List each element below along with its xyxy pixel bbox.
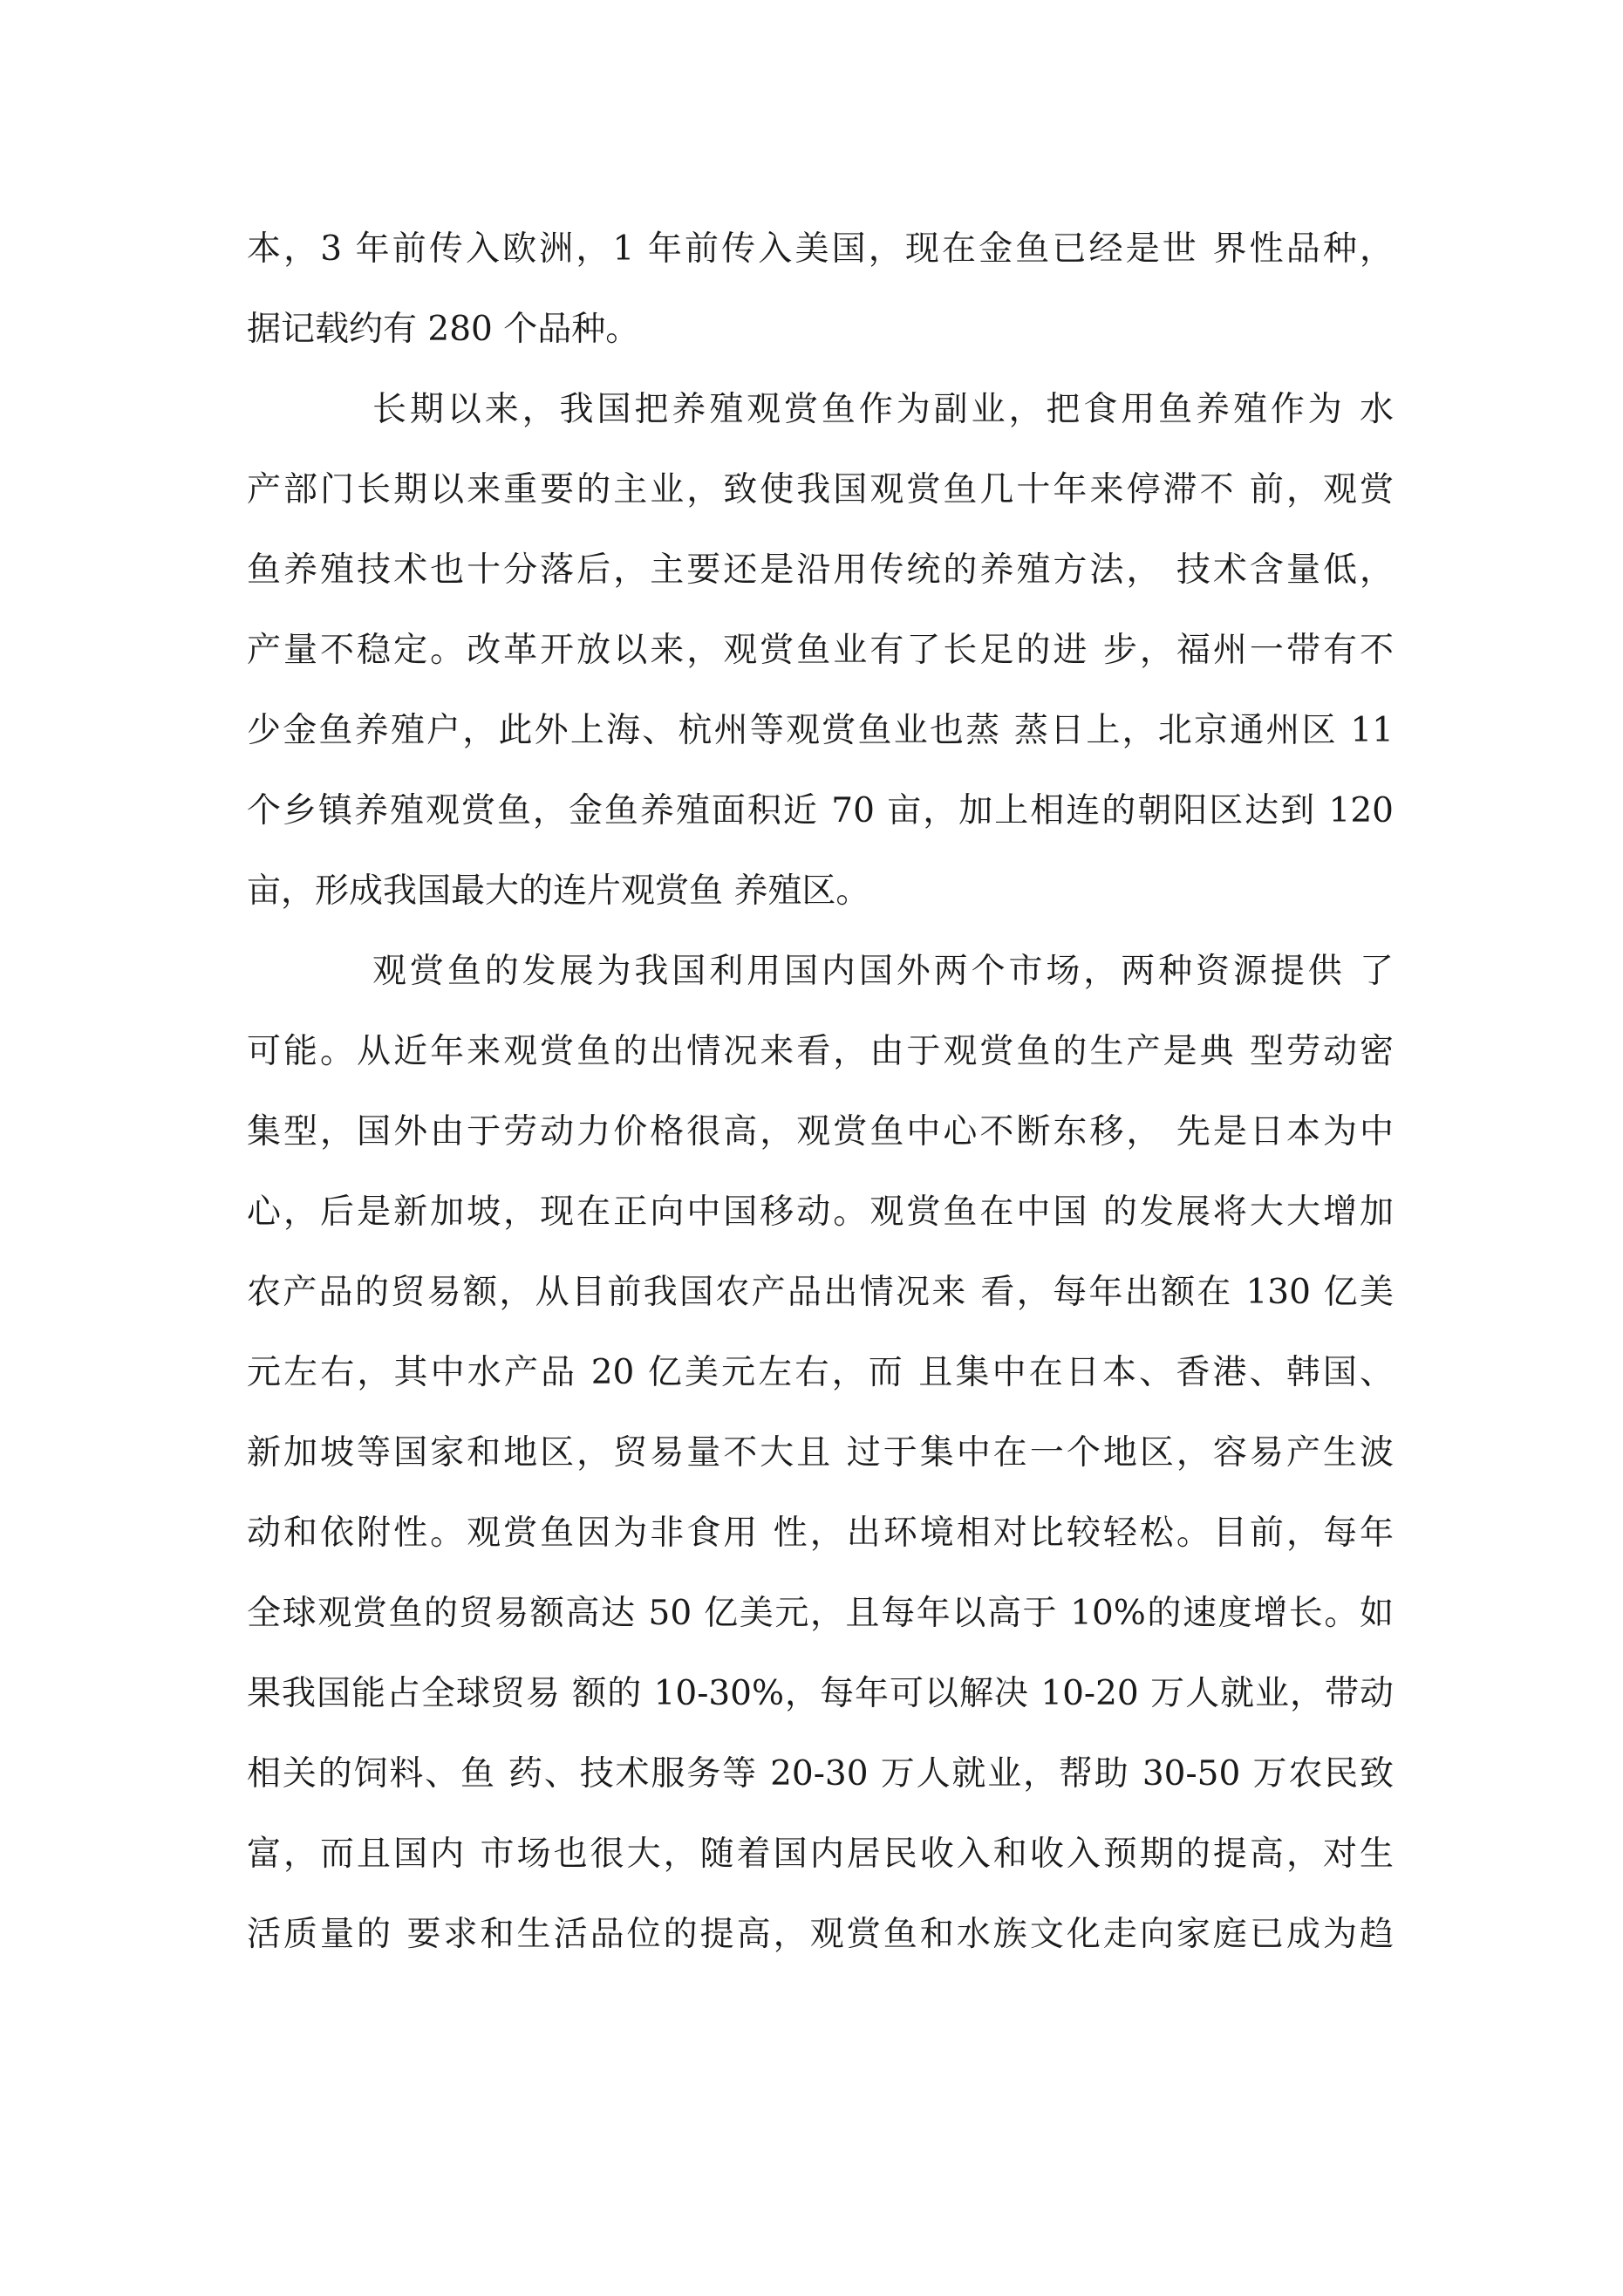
text-line: 产部门长期以来重要的主业，致使我国观赏鱼几十年来停滞不 前，观赏 [247,470,1394,509]
text-line: 果我国能占全球贸易 额的 10-30%，每年可以解决 10-20 万人就业，带动 [247,1674,1394,1713]
text-line: 新加坡等国家和地区，贸易量不大且 过于集中在一个地区，容易产生波 [247,1433,1394,1473]
text-line: 动和依附性。观赏鱼因为非食用 性，出环境相对比较轻松。目前，每年 [247,1514,1394,1553]
text-line: 本，3 年前传入欧洲，1 年前传入美国，现在金鱼已经是世 界性品种， [247,229,1394,269]
paragraph-1 [247,209,1394,370]
text-line: 活质量的 要求和生活品位的提高，观赏鱼和水族文化走向家庭已成为趋 [247,1915,1394,1954]
text-line: 亩，形成我国最大的连片观赏鱼 养殖区。 [247,871,870,911]
paragraph-2 [247,370,1394,932]
document-body [247,209,1394,1975]
text-line: 集型，国外由于劳动力价格很高，观赏鱼中心不断东移， 先是日本为中 [247,1112,1394,1151]
text-line: 全球观赏鱼的贸易额高达 50 亿美元，且每年以高于 10%的速度增长。如 [247,1594,1394,1633]
text-line: 据记载约有 280 个品种。 [247,310,640,349]
text-line: 元左右，其中水产品 20 亿美元左右，而 且集中在日本、香港、韩国、 [247,1353,1394,1392]
text-line: 相关的饲料、鱼 药、技术服务等 20-30 万人就业，帮助 30-50 万农民致 [247,1754,1394,1794]
text-line: 少金鱼养殖户，此外上海、杭州等观赏鱼业也蒸 蒸日上，北京通州区 11 [247,711,1394,750]
text-line: 鱼养殖技术也十分落后，主要还是沿用传统的养殖方法， 技术含量低， [247,550,1394,590]
text-line: 个乡镇养殖观赏鱼，金鱼养殖面积近 70 亩，加上相连的朝阳区达到 120 [247,791,1394,830]
paragraph-3 [247,932,1394,1975]
text-line: 产量不稳定。改革开放以来，观赏鱼业有了长足的进 步，福州一带有不 [247,631,1394,670]
text-line: 长期以来，我国把养殖观赏鱼作为副业，把食用鱼养殖作为 水 [372,390,1394,429]
text-line: 心，后是新加坡，现在正向中国移动。观赏鱼在中国 的发展将大大增加 [247,1192,1394,1232]
text-line: 可能。从近年来观赏鱼的出情况来看，由于观赏鱼的生产是典 型劳动密 [247,1032,1394,1071]
text-line: 观赏鱼的发展为我国利用国内国外两个市场，两种资源提供 了 [372,952,1394,991]
text-line: 农产品的贸易额，从目前我国农产品出情况来 看，每年出额在 130 亿美 [247,1273,1394,1312]
text-line: 富，而且国内 市场也很大，随着国内居民收入和收入预期的提高，对生 [247,1835,1394,1874]
